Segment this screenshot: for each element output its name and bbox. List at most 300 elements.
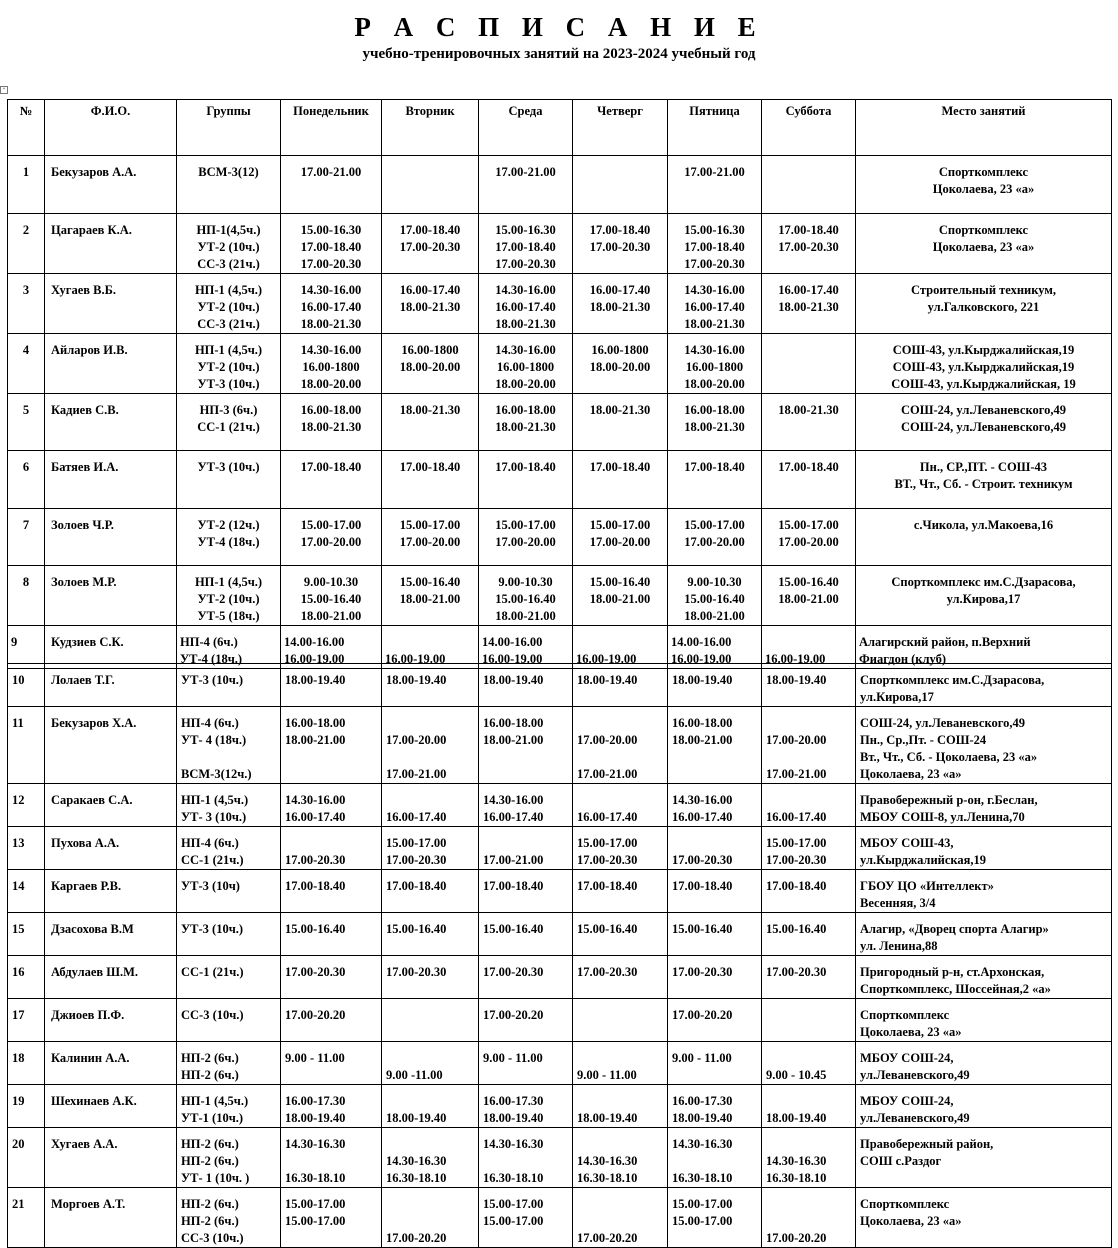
monday-line: 17.00-20.20 <box>285 1008 346 1022</box>
thursday-line: 15.00-16.40 <box>577 922 638 936</box>
thursday-cell <box>573 566 668 626</box>
tuesday-line: 18.00-21.30 <box>399 403 461 417</box>
wednesday-cell <box>479 956 573 999</box>
row-number-cell: 7 <box>8 509 45 566</box>
tuesday-line: 17.00-20.30 <box>386 853 447 867</box>
place-cell <box>856 334 1112 394</box>
thursday-line <box>577 1136 663 1153</box>
groups-line: НП-1 (4,5ч.) <box>194 575 263 589</box>
coach-name-cell: Каргаев Р.В. <box>45 870 177 913</box>
tuesday-cell <box>382 214 479 274</box>
friday-line: 17.00-20.00 <box>684 535 745 549</box>
monday-cell <box>281 956 382 999</box>
place-line: Цоколаева, 23 «а» <box>860 767 962 781</box>
friday-line: 14.30-16.30 <box>672 1137 733 1151</box>
thursday-line: 16.00-17.40 <box>577 810 638 824</box>
groups-line: УТ-2 (10ч.) <box>197 240 260 254</box>
wednesday-line: 17.00-20.00 <box>495 535 556 549</box>
saturday-line: 18.00-21.30 <box>778 403 839 417</box>
place-line: Спорткомплекс им.С.Дзарасова, <box>891 575 1076 589</box>
coach-name-cell: Кудзиев С.К. <box>45 626 177 669</box>
friday-line: 16.00-17.40 <box>684 300 745 314</box>
monday-line: 15.00-17.00 <box>285 1214 346 1228</box>
place-line: ул.Галковского, 221 <box>927 300 1040 314</box>
groups-cell <box>177 509 281 566</box>
table-row <box>8 1085 1112 1128</box>
saturday-cell <box>762 566 856 626</box>
wednesday-line: 15.00-17.00 <box>483 1197 544 1211</box>
saturday-line: 17.00-20.00 <box>766 733 827 747</box>
saturday-cell <box>762 1128 856 1188</box>
wednesday-line: 17.00-21.00 <box>495 165 556 179</box>
place-line: СОШ-24, ул.Леваневского,49 <box>860 716 1025 730</box>
tuesday-line: 18.00-19.40 <box>386 673 447 687</box>
thursday-cell <box>573 509 668 566</box>
monday-cell <box>281 913 382 956</box>
saturday-cell <box>762 784 856 827</box>
tuesday-line: 16.00-1800 <box>401 343 459 357</box>
row-number-cell: 13 <box>8 827 45 870</box>
saturday-line <box>766 1093 851 1110</box>
wednesday-cell <box>479 156 573 214</box>
tuesday-cell <box>382 956 479 999</box>
tuesday-cell <box>382 394 479 451</box>
friday-cell <box>668 1128 762 1188</box>
thursday-line: 18.00-19.40 <box>577 673 638 687</box>
friday-line: 15.00-17.00 <box>672 1197 733 1211</box>
table-row <box>8 509 1112 566</box>
row-number-cell: 2 <box>8 214 45 274</box>
friday-line: 16.00-18.00 <box>684 403 745 417</box>
friday-cell <box>668 394 762 451</box>
friday-cell <box>668 664 762 707</box>
groups-cell <box>177 999 281 1042</box>
thursday-line <box>577 1196 663 1213</box>
saturday-cell <box>762 394 856 451</box>
saturday-cell <box>762 451 856 509</box>
thursday-line: 14.30-16.30 <box>577 1154 638 1168</box>
row-number-cell: 14 <box>8 870 45 913</box>
friday-line: 15.00-16.40 <box>672 922 733 936</box>
place-cell <box>856 870 1112 913</box>
groups-line: УТ-2 (10ч.) <box>197 592 260 606</box>
monday-line: 16.00-1800 <box>302 360 360 374</box>
groups-line: НП-2 (6ч.) <box>181 1051 239 1065</box>
wednesday-cell <box>479 394 573 451</box>
saturday-line: 16.00-17.40 <box>766 810 827 824</box>
table-row <box>8 1042 1112 1085</box>
tuesday-cell <box>382 156 479 214</box>
table-row <box>8 827 1112 870</box>
row-number-cell: 10 <box>8 664 45 707</box>
monday-line: 15.00-16.30 <box>300 223 362 237</box>
saturday-cell <box>762 156 856 214</box>
wednesday-cell <box>479 334 573 394</box>
groups-line: СС-3 (10ч.) <box>181 1231 244 1245</box>
groups-line: НП-2 (6ч.) <box>181 1214 239 1228</box>
wednesday-cell <box>479 870 573 913</box>
place-line: Спорткомплекс <box>860 1197 950 1211</box>
col-groups-header: Группы <box>177 100 281 156</box>
monday-line: 14.30-16.30 <box>285 1137 346 1151</box>
saturday-line: 9.00 - 10.45 <box>766 1068 827 1082</box>
groups-cell <box>177 451 281 509</box>
saturday-line: 17.00-20.30 <box>766 853 827 867</box>
monday-cell <box>281 664 382 707</box>
place-cell <box>856 707 1112 784</box>
tuesday-line: 18.00-21.00 <box>399 592 461 606</box>
place-line: Цоколаева, 23 «а» <box>860 1214 962 1228</box>
wednesday-cell <box>479 707 573 784</box>
friday-cell <box>668 274 762 334</box>
thursday-line: 15.00-16.40 <box>589 575 651 589</box>
groups-line: УТ-3 (10ч.) <box>197 377 260 391</box>
place-line: СОШ-43, ул.Кырджалийская,19 <box>892 343 1075 357</box>
friday-line: 16.00-17.30 <box>672 1094 733 1108</box>
wednesday-line: 16.00-18.00 <box>495 403 556 417</box>
place-line: ул.Кырджалийская,19 <box>860 853 987 867</box>
thursday-cell <box>573 1128 668 1188</box>
groups-line <box>181 749 276 766</box>
friday-line: 18.00-20.00 <box>684 377 745 391</box>
thursday-cell <box>573 1042 668 1085</box>
wednesday-line: 18.00-19.40 <box>483 673 544 687</box>
thursday-line: 18.00-21.30 <box>589 403 651 417</box>
monday-line: 16.00-19.00 <box>284 652 345 666</box>
saturday-line <box>766 1136 851 1153</box>
page-subtitle: учебно-тренировочных занятий на 2023-2024 учебный год <box>362 46 756 62</box>
tuesday-line: 15.00-17.00 <box>399 518 461 532</box>
place-line: ул.Кирова,17 <box>860 690 934 704</box>
monday-cell <box>281 1085 382 1128</box>
coach-name-cell: Моргоев А.Т. <box>45 1188 177 1248</box>
tuesday-cell <box>382 827 479 870</box>
thursday-line: 18.00-21.30 <box>589 300 651 314</box>
wednesday-line: 16.00-1800 <box>496 360 555 374</box>
col-wednesday-header: Среда <box>479 100 573 156</box>
row-number-cell: 15 <box>8 913 45 956</box>
place-line: МБОУ СОШ-24, <box>860 1051 954 1065</box>
friday-line: 17.00-20.30 <box>684 257 745 271</box>
saturday-cell <box>762 707 856 784</box>
tuesday-line <box>386 1196 474 1213</box>
place-line: Алагирский район, п.Верхний <box>859 635 1031 649</box>
coach-name-cell: Кадиев С.В. <box>45 394 177 451</box>
groups-line: УТ-4 (18ч.) <box>180 652 243 666</box>
monday-line: 18.00-19.40 <box>285 673 346 687</box>
saturday-line <box>766 749 851 766</box>
groups-line: УТ-2 (10ч.) <box>197 360 260 374</box>
tuesday-cell <box>382 1188 479 1248</box>
place-line: ГБОУ ЦО «Интеллект» <box>860 879 994 893</box>
thursday-cell <box>573 274 668 334</box>
monday-cell <box>281 707 382 784</box>
friday-cell <box>668 1042 762 1085</box>
col-thursday-header: Четверг <box>573 100 668 156</box>
place-cell <box>856 999 1112 1042</box>
place-line: МБОУ СОШ-8, ул.Ленина,70 <box>860 810 1025 824</box>
thursday-cell <box>573 870 668 913</box>
friday-cell <box>668 566 762 626</box>
groups-cell <box>177 707 281 784</box>
tuesday-line <box>386 792 474 809</box>
wednesday-line: 18.00-21.00 <box>495 609 556 623</box>
wednesday-line: 14.30-16.00 <box>495 343 556 357</box>
col-place-header: Место занятий <box>856 100 1112 156</box>
wednesday-line: 15.00-17.00 <box>483 1214 544 1228</box>
tuesday-cell <box>382 451 479 509</box>
saturday-cell <box>762 1085 856 1128</box>
row-number-cell: 1 <box>8 156 45 214</box>
tuesday-line: 18.00-20.00 <box>399 360 461 374</box>
wednesday-cell <box>479 913 573 956</box>
monday-cell <box>281 451 382 509</box>
friday-line: 18.00-21.00 <box>684 609 745 623</box>
place-cell <box>856 1042 1112 1085</box>
groups-cell <box>177 664 281 707</box>
thursday-line <box>577 749 663 766</box>
friday-cell <box>668 870 762 913</box>
monday-line <box>285 835 377 852</box>
groups-line: НП-2 (6ч.) <box>181 1137 239 1151</box>
table-row <box>8 156 1112 214</box>
row-number-cell: 6 <box>8 451 45 509</box>
wednesday-cell <box>479 1085 573 1128</box>
groups-cell <box>177 1188 281 1248</box>
tuesday-line: 17.00-20.20 <box>386 1231 447 1245</box>
wednesday-line: 16.00-17.40 <box>483 810 544 824</box>
row-number-cell: 20 <box>8 1128 45 1188</box>
groups-line: НП-4 (6ч.) <box>180 635 238 649</box>
tuesday-line: 15.00-16.40 <box>386 922 447 936</box>
coach-name-cell: Батяев И.А. <box>45 451 177 509</box>
thursday-line: 16.00-1800 <box>591 343 649 357</box>
table-row <box>8 334 1112 394</box>
coach-name-cell: Лолаев Т.Г. <box>45 664 177 707</box>
friday-line: 17.00-20.30 <box>672 965 733 979</box>
row-number-cell: 4 <box>8 334 45 394</box>
friday-line: 18.00-19.40 <box>672 1111 733 1125</box>
place-line: МБОУ СОШ-43, <box>860 836 954 850</box>
tuesday-cell <box>382 707 479 784</box>
monday-line: 17.00-20.30 <box>300 257 362 271</box>
saturday-cell <box>762 274 856 334</box>
groups-line: СС-3 (21ч.) <box>197 317 260 331</box>
thursday-line: 15.00-17.00 <box>589 518 651 532</box>
saturday-cell <box>762 827 856 870</box>
wednesday-line: 17.00-20.30 <box>495 257 556 271</box>
monday-line: 18.00-21.00 <box>285 733 346 747</box>
table-row <box>8 566 1112 626</box>
thursday-cell <box>573 1188 668 1248</box>
monday-line: 14.30-16.00 <box>300 283 362 297</box>
coach-name-cell: Пухова А.А. <box>45 827 177 870</box>
thursday-line <box>577 1093 663 1110</box>
tuesday-line <box>386 1136 474 1153</box>
saturday-cell <box>762 509 856 566</box>
friday-line: 18.00-19.40 <box>672 673 733 687</box>
groups-line: НП-1(4,5ч.) <box>196 223 261 237</box>
row-number-cell: 17 <box>8 999 45 1042</box>
friday-line: 14.30-16.00 <box>672 793 733 807</box>
monday-line: 16.00-18.00 <box>285 716 346 730</box>
table-move-handle-icon[interactable]: + <box>0 86 8 94</box>
monday-line: 17.00-20.30 <box>285 853 346 867</box>
groups-line: СС-3 (21ч.) <box>197 257 260 271</box>
col-friday-header: Пятница <box>668 100 762 156</box>
tuesday-line: 16.00-19.00 <box>385 652 446 666</box>
saturday-line: 17.00-18.40 <box>778 223 839 237</box>
groups-cell <box>177 870 281 913</box>
place-line: СОШ-43, ул.Кырджалийская,19 <box>892 360 1075 374</box>
friday-line: 17.00-18.40 <box>684 240 745 254</box>
friday-line: 16.00-1800 <box>685 360 744 374</box>
thursday-line: 17.00-20.30 <box>577 965 638 979</box>
row-number-cell: 11 <box>8 707 45 784</box>
coach-name-cell: Шехинаев А.К. <box>45 1085 177 1128</box>
monday-line: 14.30-16.00 <box>300 343 362 357</box>
friday-line: 9.00-10.30 <box>687 575 742 589</box>
tuesday-cell <box>382 870 479 913</box>
wednesday-line: 18.00-20.00 <box>495 377 556 391</box>
saturday-cell <box>762 999 856 1042</box>
friday-line: 16.00-17.40 <box>672 810 733 824</box>
monday-cell <box>281 1128 382 1188</box>
thursday-line: 16.00-17.40 <box>589 283 651 297</box>
monday-line: 18.00-21.30 <box>300 420 362 434</box>
tuesday-line <box>386 1093 474 1110</box>
monday-cell <box>281 1042 382 1085</box>
groups-line: УТ- 4 (18ч.) <box>181 733 247 747</box>
wednesday-line: 18.00-21.00 <box>483 733 544 747</box>
groups-line: НП-1 (4,5ч.) <box>181 1094 249 1108</box>
monday-line: 18.00-21.00 <box>300 609 362 623</box>
place-cell <box>856 1085 1112 1128</box>
groups-line: УТ-5 (18ч.) <box>197 609 260 623</box>
thursday-line: 17.00-21.00 <box>577 767 638 781</box>
col-saturday-header: Суббота <box>762 100 856 156</box>
saturday-line: 17.00-18.40 <box>778 460 839 474</box>
monday-line: 15.00-17.00 <box>300 518 362 532</box>
saturday-cell <box>762 334 856 394</box>
thursday-line: 16.00-19.00 <box>576 652 637 666</box>
saturday-line: 16.00-19.00 <box>765 652 826 666</box>
monday-line: 18.00-21.30 <box>300 317 362 331</box>
col-number-header: № <box>8 100 45 156</box>
friday-line: 14.30-16.00 <box>684 343 745 357</box>
monday-cell <box>281 509 382 566</box>
wednesday-line: 14.30-16.30 <box>483 1137 544 1151</box>
groups-cell <box>177 214 281 274</box>
wednesday-line: 15.00-16.30 <box>495 223 556 237</box>
tuesday-cell <box>382 1128 479 1188</box>
monday-cell <box>281 214 382 274</box>
wednesday-cell <box>479 451 573 509</box>
groups-cell <box>177 1085 281 1128</box>
friday-cell <box>668 1085 762 1128</box>
wednesday-line: 17.00-18.40 <box>495 460 556 474</box>
wednesday-line: 17.00-20.30 <box>483 965 544 979</box>
place-line: Правобережный район, <box>860 1137 994 1151</box>
saturday-cell <box>762 913 856 956</box>
tuesday-line: 16.00-17.40 <box>386 810 447 824</box>
wednesday-line: 14.30-16.00 <box>483 793 544 807</box>
monday-cell <box>281 334 382 394</box>
groups-cell <box>177 827 281 870</box>
place-cell <box>856 1188 1112 1248</box>
saturday-line: 17.00-21.00 <box>766 767 827 781</box>
tuesday-line: 18.00-19.40 <box>386 1111 447 1125</box>
wednesday-cell <box>479 1188 573 1248</box>
thursday-cell <box>573 784 668 827</box>
table-row <box>8 956 1112 999</box>
table-row <box>8 664 1112 707</box>
monday-line: 16.30-18.10 <box>285 1171 346 1185</box>
saturday-line: 16.30-18.10 <box>766 1171 827 1185</box>
groups-line: УТ-4 (18ч.) <box>197 535 260 549</box>
table-row <box>8 1188 1112 1248</box>
coach-name-cell: Джиоев П.Ф. <box>45 999 177 1042</box>
thursday-cell <box>573 156 668 214</box>
row-number-cell: 3 <box>8 274 45 334</box>
row-number-cell: 9 <box>8 626 45 669</box>
saturday-line: 17.00-20.30 <box>766 965 827 979</box>
groups-cell <box>177 334 281 394</box>
table-row <box>8 707 1112 784</box>
place-line: Спорткомплекс <box>938 165 1029 179</box>
row-number-cell: 21 <box>8 1188 45 1248</box>
saturday-line: 15.00-16.40 <box>778 575 839 589</box>
monday-line: 16.00-18.00 <box>300 403 362 417</box>
thursday-line: 18.00-19.40 <box>577 1111 638 1125</box>
place-line: ВТ., Чт., Сб. - Строит. техникум <box>894 477 1073 491</box>
monday-line: 15.00-16.40 <box>285 922 346 936</box>
place-cell <box>856 827 1112 870</box>
groups-line: ВСМ-3(12) <box>198 165 259 179</box>
friday-line: 17.00-18.40 <box>672 879 733 893</box>
wednesday-line: 16.30-18.10 <box>483 1171 544 1185</box>
table-row <box>8 451 1112 509</box>
place-line: Пн., СР.,ПТ. - СОШ-43 <box>919 460 1048 474</box>
thursday-line: 17.00-18.40 <box>589 223 651 237</box>
table-row <box>8 913 1112 956</box>
place-cell <box>856 664 1112 707</box>
tuesday-line <box>386 1050 474 1067</box>
saturday-line: 15.00-16.40 <box>766 922 827 936</box>
groups-cell <box>177 566 281 626</box>
thursday-cell <box>573 827 668 870</box>
place-line: СОШ-24, ул.Леваневского,49 <box>901 420 1066 434</box>
saturday-line: 17.00-20.20 <box>766 1231 827 1245</box>
coach-name-cell: Абдулаев Ш.М. <box>45 956 177 999</box>
thursday-cell <box>573 451 668 509</box>
place-line: Цоколаева, 23 «а» <box>932 182 1035 196</box>
thursday-cell <box>573 334 668 394</box>
place-line: Алагир, «Дворец спорта Алагир» <box>860 922 1049 936</box>
friday-cell <box>668 156 762 214</box>
groups-line: УТ-2 (10ч.) <box>197 300 260 314</box>
thursday-cell <box>573 913 668 956</box>
thursday-line: 16.30-18.10 <box>577 1171 638 1185</box>
friday-cell <box>668 509 762 566</box>
row-number-cell: 5 <box>8 394 45 451</box>
tuesday-line <box>386 715 474 732</box>
friday-line: 15.00-17.00 <box>684 518 745 532</box>
table-row <box>8 1128 1112 1188</box>
groups-cell <box>177 394 281 451</box>
table-row <box>8 394 1112 451</box>
groups-line: НП-2 (6ч.) <box>181 1068 239 1082</box>
